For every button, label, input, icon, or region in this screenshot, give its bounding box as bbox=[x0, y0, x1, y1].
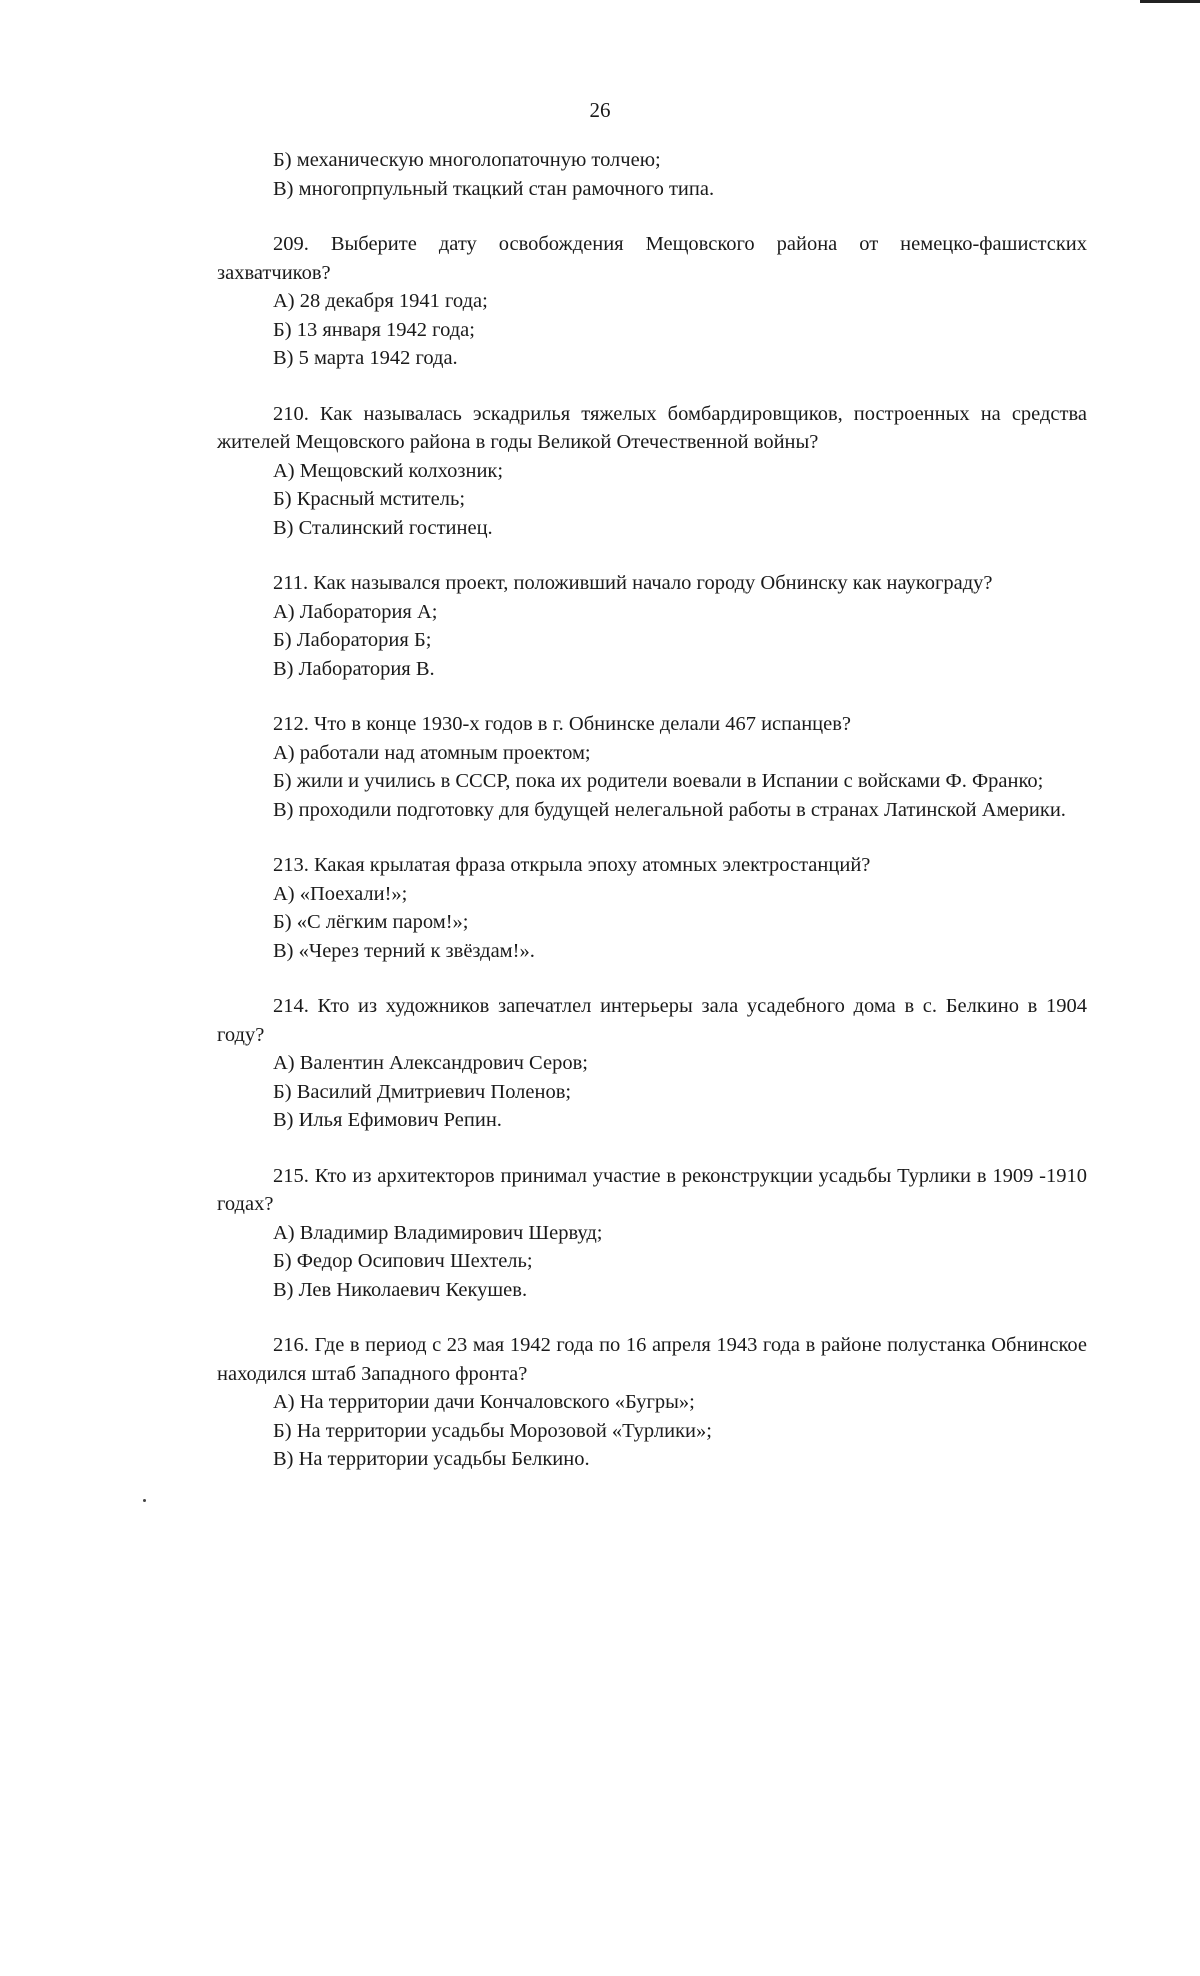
answer-option: А) Владимир Владимирович Шервуд; bbox=[273, 1221, 603, 1244]
question-215 bbox=[217, 1162, 1087, 1305]
answer-option: Б) жили и учились в СССР, пока их родители воевали в Испании с войсками Ф. Франко; bbox=[273, 770, 1044, 792]
answer-option: Б) «С лёгким паром!»; bbox=[273, 911, 469, 933]
question-212 bbox=[217, 710, 1087, 824]
question-text: 215. Кто из архитекторов принимал участие в реконструкции усадьбы Турлики в 1909 -1910 годах? bbox=[217, 1164, 1087, 1215]
scan-edge-mark bbox=[1140, 0, 1200, 3]
answer-option: В) Илья Ефимович Репин. bbox=[273, 1109, 502, 1131]
page-number: 26 bbox=[589, 98, 611, 122]
answer-option: А) На территории дачи Кончаловского «Бугры»; bbox=[273, 1391, 695, 1413]
question-text: 209. Выберите дату освобождения Мещовского района от немецко-фашистских захватчиков? bbox=[217, 233, 1087, 284]
answer-option: В) проходили подготовку для будущей нелегальной работы в странах Латинской Америки. bbox=[273, 798, 1066, 821]
answer-option: Б) механическую многолопаточную толчею; bbox=[273, 149, 661, 171]
answer-option: Б) Федор Осипович Шехтель; bbox=[273, 1250, 533, 1272]
answer-option: В) многопрпульный ткацкий стан рамочного типа. bbox=[273, 177, 715, 200]
answer-option: Б) На территории усадьбы Морозовой «Турлики»; bbox=[273, 1419, 712, 1442]
question-text: 210. Как называлась эскадрилья тяжелых бомбардировщиков, построенных на средства жителей Мещовского района в годы Великой Отечественной войны? bbox=[217, 402, 1087, 453]
answer-option: В) «Через терний к звёздам!». bbox=[273, 939, 535, 962]
question-text: 213. Какая крылатая фраза открыла эпоху атомных электростанций? bbox=[273, 854, 871, 876]
question-213 bbox=[217, 851, 1087, 965]
answer-option: В) Лаборатория В. bbox=[273, 657, 435, 680]
answer-option: А) Валентин Александрович Серов; bbox=[273, 1052, 588, 1074]
answer-option: Б) Красный мститель; bbox=[273, 488, 466, 510]
answer-option: В) 5 марта 1942 года. bbox=[273, 347, 458, 369]
question-216 bbox=[217, 1331, 1087, 1474]
question-209 bbox=[217, 230, 1087, 373]
question-211 bbox=[217, 569, 1087, 683]
question-208-continuation bbox=[217, 146, 1087, 203]
answer-option: А) Мещовский колхозник; bbox=[273, 459, 504, 482]
answer-option: Б) 13 января 1942 года; bbox=[273, 318, 475, 341]
question-214 bbox=[217, 992, 1087, 1135]
answer-option: В) Лев Николаевич Кекушев. bbox=[273, 1278, 528, 1301]
question-text: 211. Как назывался проект, положивший начало городу Обнинску как наукограду? bbox=[273, 572, 993, 594]
question-text: 212. Что в конце 1930-х годов в г. Обнинске делали 467 испанцев? bbox=[273, 713, 852, 735]
question-210 bbox=[217, 400, 1087, 543]
question-list bbox=[217, 146, 1087, 1474]
answer-option: Б) Василий Дмитриевич Поленов; bbox=[273, 1080, 572, 1103]
scan-speck bbox=[143, 1499, 146, 1502]
answer-option: В) Сталинский гостинец. bbox=[273, 516, 493, 539]
question-text: 216. Где в период с 23 мая 1942 года по 16 апреля 1943 года в районе полустанка Обнинское находился штаб Западного фронта? bbox=[217, 1334, 1087, 1385]
answer-option: А) работали над атомным проектом; bbox=[273, 741, 591, 764]
answer-option: А) 28 декабря 1941 года; bbox=[273, 290, 488, 312]
answer-option: А) «Поехали!»; bbox=[273, 882, 408, 905]
answer-option: В) На территории усадьбы Белкино. bbox=[273, 1448, 590, 1470]
question-text: 214. Кто из художников запечатлел интерьеры зала усадебного дома в с. Белкино в 1904 году? bbox=[217, 995, 1087, 1046]
answer-option: Б) Лаборатория Б; bbox=[273, 629, 432, 651]
answer-option: А) Лаборатория А; bbox=[273, 600, 438, 623]
